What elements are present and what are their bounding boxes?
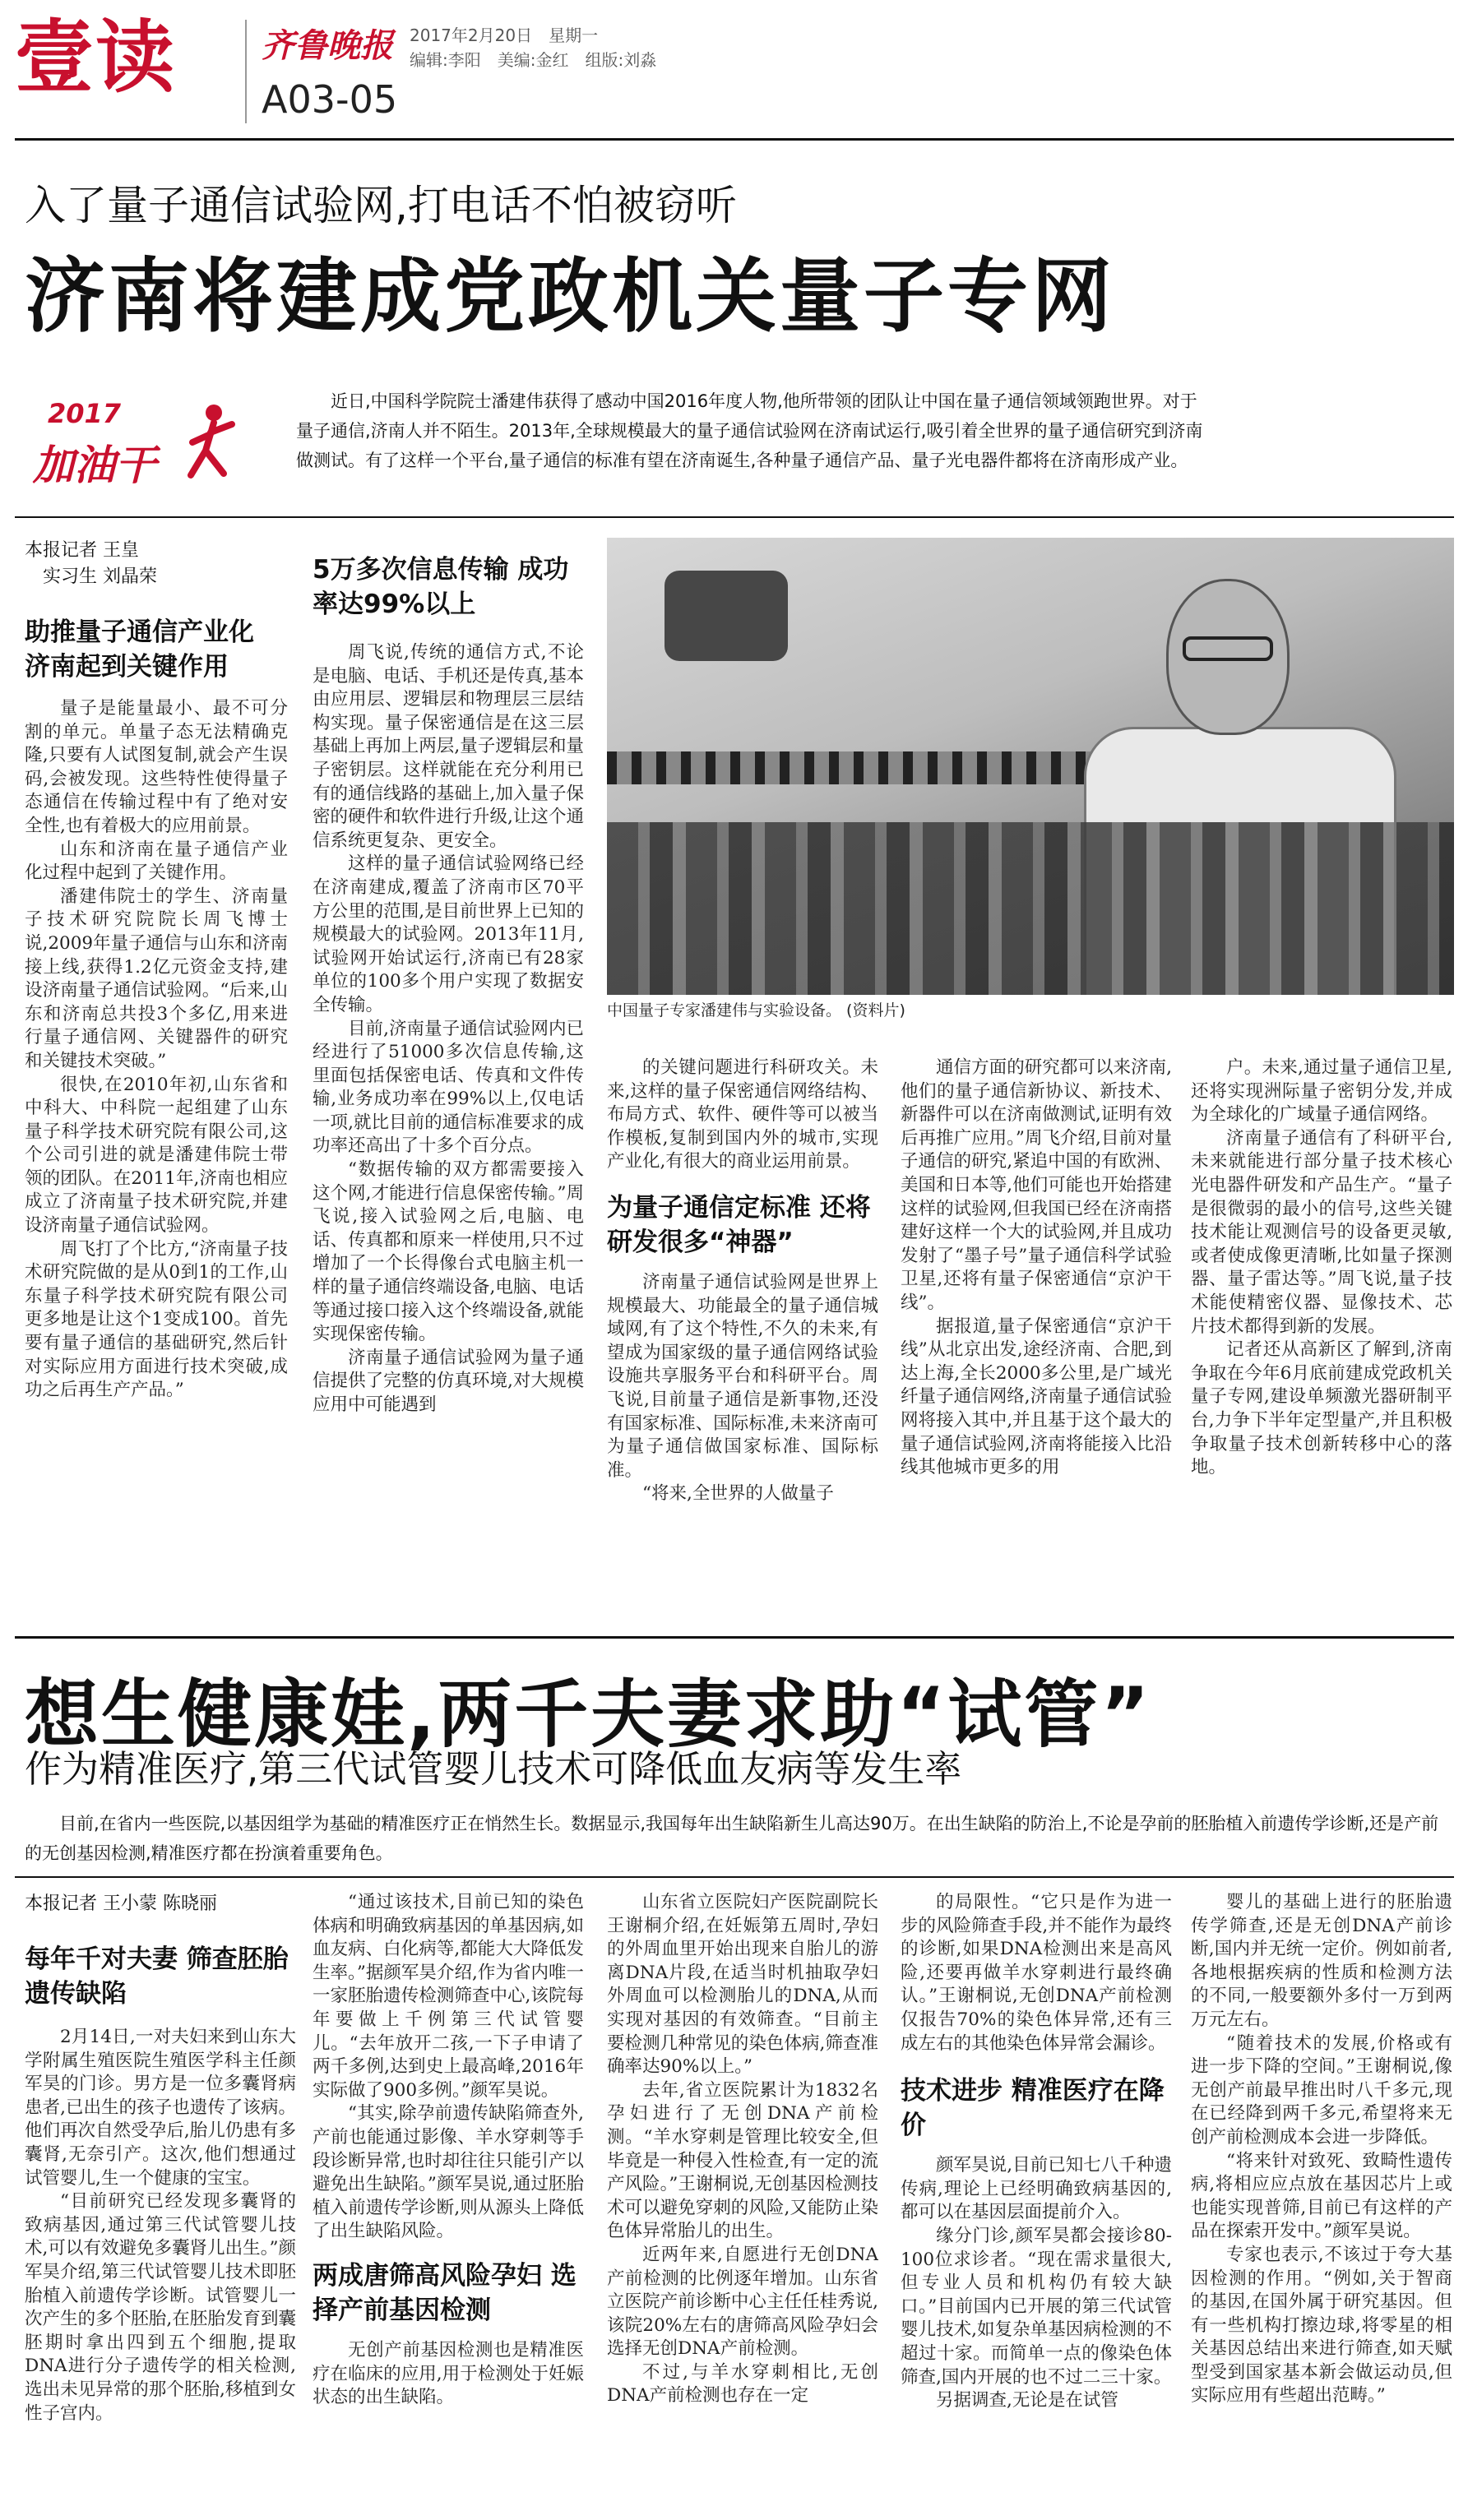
story2-subhead-1: 每年千对夫妻 筛查胚胎遗传缺陷 [25, 1944, 289, 2009]
paragraph: “将来,全世界的人做量子 [642, 1483, 834, 1505]
story2-byline: 本报记者 王小蒙 陈晓丽 [25, 1893, 217, 1914]
story1-lead: 近日,中国科学院院士潘建伟获得了感动中国2016年度人物,他所带领的团队让中国在量子通信领域领跑世界。对于量子通信,济南人并不陌生。2013年,全球规模最大的量子通信试验网在济南试运行,吸引着全世界的量子通信研究到济南做测试。有了这样一个平台,量子通信的标准有望在济南诞生,各种量子通信产品、量子光电器件都将在济南形成产业。 [296, 391, 1203, 470]
paragraph: 济南量子通信试验网为量子通信提供了完整的仿真环境,对大规模应用中可能遇到 [313, 1347, 584, 1415]
photo-equipment [665, 571, 788, 661]
paragraph: 这样的量子通信试验网络已经在济南建成,覆盖了济南市区70平方公里的范围,是目前世界上已知的规模最大的试验网。2013年11月,试验网开始试运行,济南已有28家单位的100多个用户实现了数据安全传输。 [313, 853, 584, 1015]
badge-text: 加油干 [33, 442, 156, 489]
story1-column-4 [901, 1057, 1172, 1632]
paragraph: 济南量子通信有了科研平台,未来就能进行部分量子技术核心光电器件研发和产品生产。“量子是很微弱的最小的信号,这些关键技术能让观测信号的设备更灵敏,或者使成像更清晰,比如量子探测器、量子雷达等。”周飞说,量子技术能使精密仪器、显像技术、芯片技术都得到新的发展。 [1191, 1127, 1452, 1337]
paragraph: 婴儿的基础上进行的胚胎遗传学筛查,还是无创DNA产前诊断,国内并无统一定价。例如前者,各地根据疾病的性质和检测方法的不同,一般要额外多付一万到两万元左右。 [1191, 1892, 1452, 2030]
paragraph: 据报道,量子保密通信“京沪干线”从北京出发,途经济南、合肥,到达上海,全长2000多公里,是广域光纤量子通信网络,济南量子通信试验网将接入其中,并且基于这个最大的量子通信试验网,济南将能接入比沿线其他城市更多的用 [901, 1315, 1172, 1478]
paragraph: 另据调查,无论是在试管 [936, 2390, 1118, 2411]
photo-caption: 中国量子专家潘建伟与实验设备。 (资料片) [607, 1001, 905, 1020]
story2-column-2 [313, 1891, 584, 2512]
paragraph: 户。未来,通过量子通信卫星,还将实现洲际量子密钥分发,并成为全球化的广域量子通信网络。 [1191, 1057, 1452, 1126]
masthead-meta [410, 23, 673, 72]
paragraph: “目前研究已经发现多囊肾的致病基因,通过第三代试管婴儿技术,可以有效避免多囊肾儿出生。”颜军昊介绍,第三代试管婴儿技术即胚胎植入前遗传学诊断。试管婴儿一次产生的多个胚胎,在胚胎发育到囊胚期时拿出四到五个细胞,提取DNA进行分子遗传学的相关检测,选出未见异常的那个胚胎,移植到女性子宫内。 [25, 2191, 296, 2424]
paragraph: “数据传输的双方都需要接入这个网,才能进行信息保密传输。”周飞说,接入试验网之后,电脑、电话、传真都和原来一样使用,只不过增加了一个长得像台式电脑主机一样的量子通信终端设备,电脑、电话等通过接口接入这个终端设备,就能实现保密传输。 [313, 1159, 584, 1345]
story2-column-3 [607, 1891, 878, 2512]
paragraph: 2月14日,一对夫妇来到山东大学附属生殖医院生殖医学科主任颜军昊的门诊。男方是一位多囊肾病患者,已出生的孩子也遗传了该病。他们再次自然受孕后,胎儿仍患有多囊肾,无奈引产。这次,他们想通过试管婴儿,生一个健康的宝宝。 [25, 2027, 296, 2189]
paragraph: 无创产前基因检测也是精准医疗在临床的应用,用于检测处于妊娠状态的出生缺陷。 [313, 2339, 584, 2408]
story1-column-5 [1191, 1057, 1452, 1632]
story1-byline-reporter: 本报记者 王皇 [25, 540, 139, 561]
story1-col3a-text [607, 1057, 878, 1174]
story2-lead: 目前,在省内一些医院,以基因组学为基础的精准医疗正在悄然生长。数据显示,我国每年出生缺陷新生儿高达90万。在出生缺陷的防治上,不论是孕前的胚胎植入前遗传学诊断,还是产前的无创基因检测,精准医疗都在扮演着重要角色。 [25, 1814, 1439, 1863]
story1-kicker: 入了量子通信试验网,打电话不怕被窃听 [25, 182, 737, 229]
masthead-divider [245, 20, 247, 123]
story1-subhead-1: 助推量子通信产业化 济南起到关键作用 [25, 617, 254, 682]
paragraph: 记者还从高新区了解到,济南争取在今年6月底前建成党政机关量子专网,建设单频激光器研制平台,力争下半年定型量产,并且积极争取量子技术创新转移中心的落地。 [1191, 1339, 1452, 1478]
story2-column-1 [25, 1891, 296, 2512]
photo-lab-bench [607, 822, 1454, 995]
paragraph: 的局限性。“它只是作为进一步的风险筛查手段,并不能作为最终的诊断,如果DNA检测出来是高风险,还要再做羊水穿刺进行最终确认。”王谢桐说,无创DNA产前检测仅报告70%的染色体异常,还有三成左右的其他染色体异常会漏诊。 [901, 1892, 1172, 2054]
scientist-photo [607, 538, 1454, 995]
story2-col4a-text [901, 1891, 1172, 2055]
story1-headline: 济南将建成党政机关量子专网 [25, 250, 1116, 344]
story1-column-2 [313, 553, 584, 1631]
paragraph: 周飞打了个比方,“济南量子技术研究院做的是从0到1的工作,山东量子科学技术研究院有限公司更多地是让这个1变成100。首先要有量子通信的基础研究,然后针对实际应用方面进行技术突破,成功之后再生产产品。” [25, 1238, 288, 1401]
paragraph: 很快,在2010年初,山东省和中科大、中科院一起组建了山东量子科学技术研究院有限公司,这个公司引进的就是潘建伟院士带领的团队。在2011年,济南也相应成立了济南量子技术研究院,并建设济南量子通信试验网。 [25, 1074, 288, 1237]
story1-col5-text [1191, 1057, 1452, 1480]
story1-col4-text [901, 1057, 1172, 1480]
story2-col1-text [25, 2026, 296, 2425]
paragraph: “随着技术的发展,价格或有进一步下降的空间。”王谢桐说,像无创产前最早推出时八千多元,现在已经降到两千多元,希望将来无创产前检测成本会进一步降低。 [1191, 2032, 1452, 2148]
story2-column-5 [1191, 1891, 1452, 2512]
paragraph: 去年,省立医院累计为1832名孕妇进行了无创DNA产前检测。“羊水穿刺是管理比较安全,但毕竟是一种侵入性检查,有一定的流产风险。”王谢桐说,无创基因检测技术可以避免穿刺的风险,又能防止染色体异常胎儿的出生。 [607, 2079, 878, 2242]
paragraph: 颜军昊说,目前已知七八千种遗传病,理论上已经明确致病基因的,都可以在基因层面提前介入。 [901, 2155, 1172, 2223]
photo-optical-rail [607, 751, 1100, 784]
paragraph: 量子是能量最小、最不可分割的单元。单量子态无法精确克隆,只要有人试图复制,就会产生误码,会被发现。这些特性使得量子态通信在传输过程中有了绝对安全性,也有着极大的应用前景。 [25, 698, 288, 836]
story2-subhead-2: 两成唐筛高风险孕妇 选择产前基因检测 [313, 2260, 577, 2325]
runner-icon [181, 401, 247, 483]
paragraph: 缘分门诊,颜军昊都会接诊80-100位求诊者。“现在需求量很大,但专业人员和机构仍有较大缺口。”目前国内已开展的第三代试管婴儿技术,如复杂单基因病检测的不超过十家。而简单一点的像染色体筛查,国内开展的也不过二三十家。 [901, 2225, 1172, 2388]
story1-col2-text [313, 641, 584, 1417]
story2-col3-text [607, 1891, 878, 2408]
page-number: A03-05 [262, 77, 398, 122]
story1-col3b-text [607, 1271, 878, 1506]
story1-column-3 [607, 1057, 878, 1632]
masthead [15, 8, 1454, 132]
newspaper-logo: 齐鲁晚报 [262, 26, 393, 65]
story1-subhead-2: 5万多次信息传输 成功率达99%以上 [313, 555, 569, 619]
paragraph: 通信方面的研究都可以来济南,他们的量子通信新协议、新技术、新器件可以在济南做测试,证明有效后再推广应用。”周飞介绍,目前对量子通信的研究,紧追中国的有欧洲、美国和日本等,他们可能也开始搭建这样的试验网,但我国已经在济南搭建好这样一个大的试验网,并且成功发射了“墨子号”量子通信科学试验卫星,还将有量子保密通信“京沪干线”。 [901, 1057, 1172, 1313]
paragraph: 的关键问题进行科研攻关。未来,这样的量子保密通信网络结构、布局方式、软件、硬件等可以被当作模板,复制到国内外的城市,实现产业化,有很大的商业运用前景。 [607, 1057, 878, 1172]
paragraph: “其实,除孕前遗传缺陷筛查外,产前也能通过影像、羊水穿刺等手段诊断异常,也时却往往只能引产以避免出生缺陷。”颜军昊说,通过胚胎植入前遗传学诊断,则从源头上降低了出生缺陷风险。 [313, 2103, 584, 2242]
story2-deck: 作为精准医疗,第三代试管婴儿技术可降低血友病等发生率 [25, 1747, 962, 1791]
editor-credit: 编辑:李阳 [410, 50, 481, 70]
paragraph: 济南量子通信试验网是世界上规模最大、功能最全的量子通信城域网,有了这个特性,不久的未来,有望成为国家级的量子通信网络试验设施共享服务平台和科研平台。周飞说,目前量子通信是新事物,还没有国家标准、国际标准,未来济南可为量子通信做国家标准、国际标准。 [607, 1271, 878, 1481]
story1-byline-intern: 实习生 刘晶荣 [43, 566, 157, 587]
cheer-badge [25, 393, 255, 492]
section-title: 壹读 [15, 12, 176, 104]
paragraph: 山东省立医院妇产医院副院长王谢桐介绍,在妊娠第五周时,孕妇的外周血里开始出现来自胎儿的游离DNA片段,在适当时机抽取孕妇外周血可以检测胎儿的DNA,从而实现对基因的有效筛查。“目前主要检测几种常见的染色体病,筛查准确率达90%以上。” [607, 1892, 878, 2078]
paragraph: 目前,济南量子通信试验网内已经进行了51000多次信息传输,这里面包括保密电话、传真和文件传输,业务成功率在99%以上,仅电话一项,就比目前的通信标准要求的成功率还高出了十多个百分点。 [313, 1018, 584, 1157]
paragraph: 不过,与羊水穿刺相比,无创DNA产前检测也存在一定 [607, 2361, 878, 2407]
masthead-rule [15, 138, 1454, 141]
story2-lead-rule [15, 1876, 1454, 1878]
story1-subhead-3: 为量子通信定标准 还将研发很多“神器” [607, 1192, 871, 1257]
story2-col4b-text [901, 2154, 1172, 2413]
story1-lead-rule [15, 516, 1454, 518]
proof-credit: 组版:刘淼 [585, 50, 657, 70]
story2-col2a-text [313, 1891, 584, 2244]
story1-column-1 [25, 538, 288, 1631]
story2-headline: 想生健康娃,两千夫妻求助“试管” [25, 1672, 1152, 1758]
story2-col2b-text [313, 2339, 584, 2410]
paragraph: 近两年来,自愿进行无创DNA产前检测的比例逐年增加。山东省立医院产前诊断中心主任任桂秀说,该院20%左右的唐筛高风险孕妇会选择无创DNA产前检测。 [607, 2244, 878, 2360]
issue-weekday: 星期一 [549, 25, 599, 45]
issue-date: 2017年2月20日 [410, 25, 533, 45]
paragraph: “将来针对致死、致畸性遗传病,将相应应点放在基因芯片上或也能实现普筛,目前已有这样的产品在探索开发中。”颜军昊说。 [1191, 2150, 1452, 2242]
paragraph: 周飞说,传统的通信方式,不论是电脑、电话、手机还是传真,基本由应用层、逻辑层和物理层三层结构实现。量子保密通信是在这三层基础上再加上两层,量子逻辑层和量子密钥层。这样就能在充分利用已有的通信线路的基础上,加入量子保密的硬件和软件进行升级,让这个通信系统更复杂、更安全。 [313, 642, 584, 851]
paragraph: “通过该技术,目前已知的染色体病和明确致病基因的单基因病,如血友病、白化病等,都能大大降低发生率。”据颜军昊介绍,作为省内唯一一家胚胎遗传检测筛查中心,该院每年要做上千例第三代试管婴儿。“去年放开二孩,一下子申请了两千多例,达到史上最高峰,2016年实际做了900多例。”颜军昊说。 [313, 1892, 584, 2101]
paragraph: 潘建伟院士的学生、济南量子技术研究院院长周飞博士说,2009年量子通信与山东和济南接上线,获得1.2亿元资金支持,建设济南量子通信试验网。“后来,山东和济南总共投3个多亿,用来进行量子通信网、关键器件的研究和关键技术突破。” [25, 885, 288, 1071]
designer-credit: 美编:金红 [497, 50, 569, 70]
story2-subhead-3: 技术进步 精准医疗在降价 [901, 2076, 1165, 2141]
story2-col5-text [1191, 1891, 1452, 2408]
paragraph: 山东和济南在量子通信产业化过程中起到了关键作用。 [25, 839, 288, 884]
story1-col1-text [25, 697, 288, 1403]
paragraph: 专家也表示,不该过于夸大基因检测的作用。“例如,关于智商的基因,在国外属于研究基因。但有一些机构打擦边球,将零星的相关基因总结出来进行筛查,如天赋型受到国家基本新会做运动员,但实际应用有些超出范畴。” [1191, 2244, 1452, 2407]
story-divider [15, 1636, 1454, 1639]
photo-person-glasses [1183, 636, 1273, 661]
story2-column-4 [901, 1891, 1172, 2512]
badge-year: 2017 [48, 398, 122, 429]
